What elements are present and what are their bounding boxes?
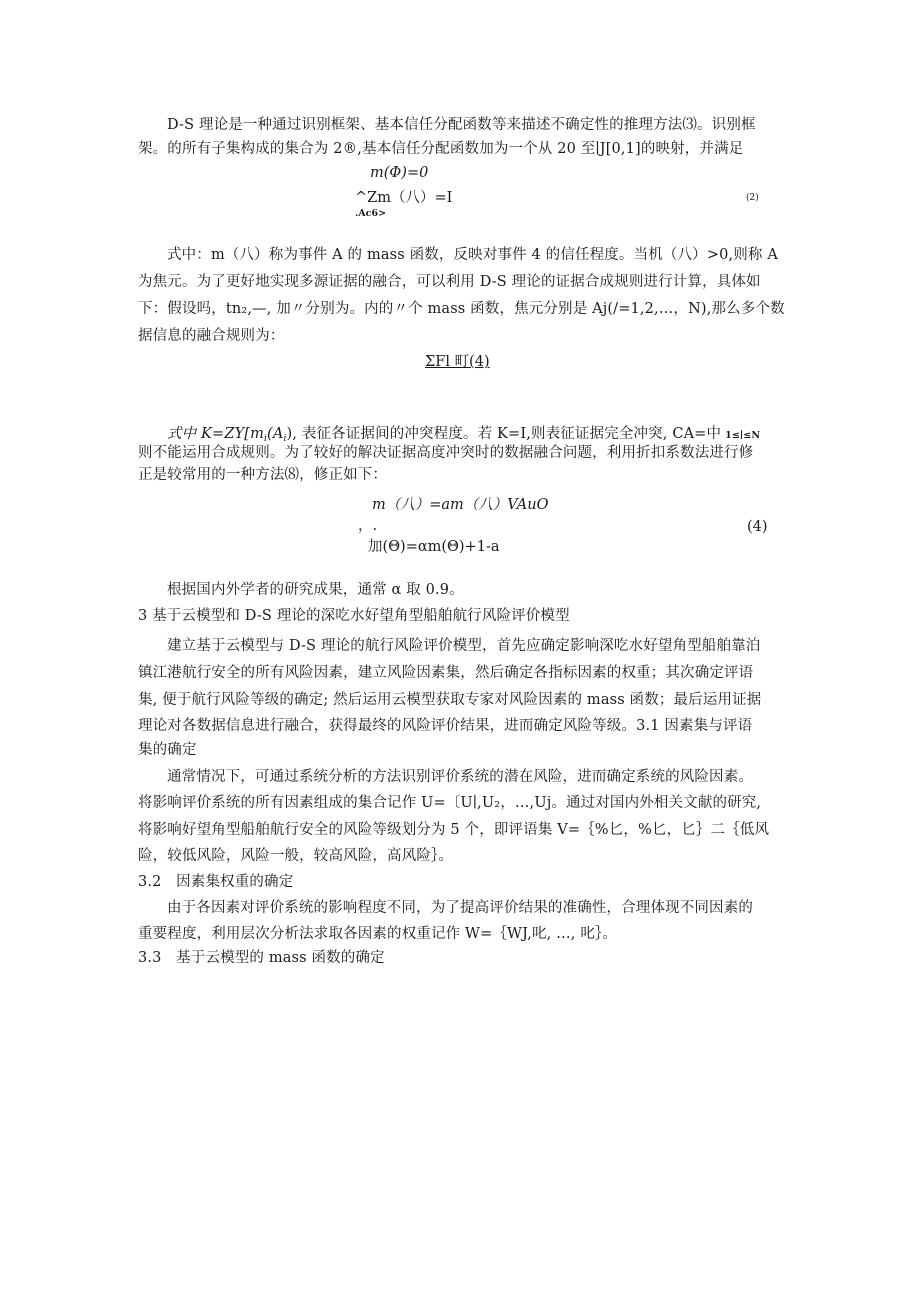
para3-k-formula: 式中 K=ZY[m: [167, 426, 264, 442]
para6-line2: 将影响评价系统的所有因素组成的集合记作 U=〔U∣,U₂，…,Uj。通过对国内外相关文献的研究,: [138, 795, 762, 811]
eq2-subscript: .Ac6>: [355, 208, 387, 219]
para6-line3: 将影响好望角型船舶航行安全的风险等级划分为 5 个，即评语集 V=｛%匕，%匕，匕｝二｛低风: [138, 822, 770, 838]
para3-k-formula-2: (A: [267, 426, 284, 442]
para2-line2: 为焦元。为了更好地实现多源证据的融合，可以利用 D-S 理论的证据合成规则进行计算，具体如: [138, 274, 761, 290]
eq2-number: (2): [746, 193, 759, 203]
section-3-title: 3 基于云模型和 D-S 理论的深吃水好望角型船舶航行风险评价模型: [138, 608, 570, 624]
section-3-2-title: 3.2 因素集权重的确定: [138, 874, 294, 890]
eq2-line1: m(Φ)=0: [370, 165, 429, 181]
para3-range: 1≤∣≤N: [725, 430, 761, 441]
para6-line1: 通常情况下，可通过系统分析的方法识别评价系统的潜在风险，进而确定系统的风险因素。: [167, 769, 753, 785]
para5-line3: 集, 便于航行风险等级的确定; 然后运用云模型获取专家对风险因素的 mass 函数；最后运用证据: [138, 692, 762, 708]
eq4-number: (4): [747, 519, 768, 535]
para3-line2: 则不能运用合成规则。为了较好的解决证据高度冲突时的数据融合问题，利用折扣系数法进行修: [138, 445, 754, 461]
para6-line4: 险，较低风险，风险一般，较高风险，高风险｝。: [138, 848, 454, 864]
eq4-line1: m（八）=am（八）VAuO: [372, 497, 549, 513]
para2-line3: 下：假设吗，tn₂,—, 加〃分别为。内的〃个 mass 函数，焦元分别是 Aj(/=1,2,…，N),那么多个数: [138, 301, 785, 317]
para2-line4: 据信息的融合规则为：: [138, 328, 285, 344]
para5-line1: 建立基于云模型与 D-S 理论的航行风险评价模型，首先应确定影响深吃水好望角型船舶靠泊: [167, 638, 761, 654]
para5-line4: 理论对各数据信息进行融合，获得最终的风险评价结果，进而确定风险等级。3.1 因素集与评语: [138, 718, 753, 734]
para5-line2: 镇江港航行安全的所有风险因素，建立风险因素集，然后确定各指标因素的权重；其次确定评语: [138, 665, 754, 681]
para5-line5: 集的确定: [138, 742, 197, 758]
para2-line1: 式中：m（八）称为事件 A 的 mass 函数，反映对事件 4 的信任程度。当机（八）>0,则称 A: [167, 247, 778, 263]
section-3-3-title: 3.3 基于云模型的 mass 函数的确定: [138, 950, 385, 966]
para1-line2: 架。的所有子集构成的集合为 2®,基本信任分配函数加为一个从 20 至∣J[0,1]的映射，并满足: [138, 141, 744, 157]
eq2-line2: ^Zm（八）=I: [355, 190, 453, 206]
para3-sub-i-2: i: [283, 434, 287, 444]
eq4-line3: 加(Θ)=αm(Θ)+1-a: [368, 539, 500, 555]
para4-line1: 根据国内外学者的研究成果，通常 α 取 0.9。: [167, 582, 464, 598]
para1-line1: D-S 理论是一种通过识别框架、基本信任分配函数等来描述不确定性的推理方法⑶。识别框: [167, 117, 756, 133]
para7-line2: 重要程度，利用层次分析法求取各因素的权重记作 W=｛WJ,叱, …, 叱｝。: [138, 926, 618, 942]
eq3-line: ΣFl 町(4): [425, 354, 490, 370]
para7-line1: 由于各因素对评价系统的影响程度不同，为了提高评价结果的准确性，合理体现不同因素的: [167, 900, 753, 916]
para3-sub-i: i: [264, 434, 268, 444]
eq4-line2: ，.: [358, 518, 378, 534]
para3-text: ), 表征各证据间的冲突程度。若 K=I,则表征证据完全冲突, CA=中: [286, 426, 722, 442]
para3-line3: 正是较常用的一种方法⑻，修正如下：: [138, 467, 388, 483]
